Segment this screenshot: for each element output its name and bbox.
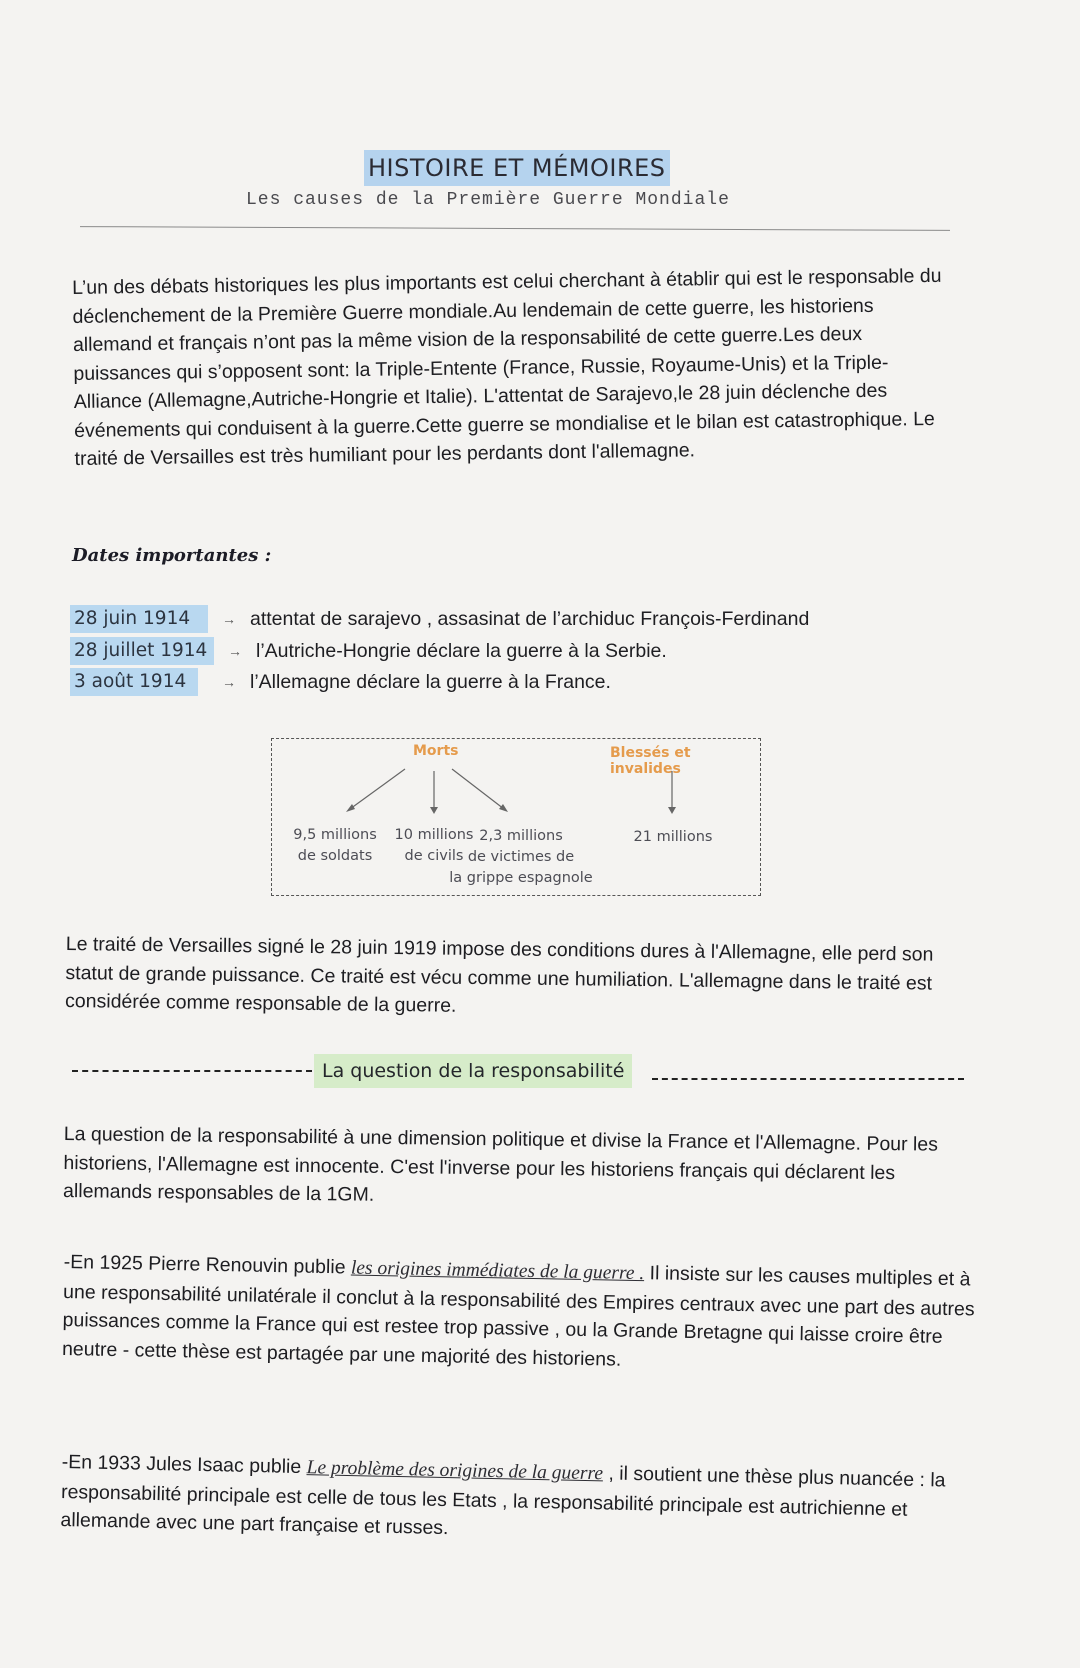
value-soldats <box>280 825 390 867</box>
casualties-diagram <box>271 738 761 896</box>
value-caption: la grippe espagnole <box>449 870 593 886</box>
section-title: La question de la responsabilité <box>314 1054 632 1088</box>
intro-paragraph: L’un des débats historiques les plus importants est celui cherchant à établir qui est le responsable du déclenchement de la Première Guerre mondiale.Au lendemain de cette guerre, les historiens allemand et français n’ont pas la même vision de la responsabilité de cette guerre.Les deux puissances qui s’opposent sont: la Triple-Entente (France, Russie, Royaume-Unis) et la Triple-Alliance (Allemagne,Autriche-Hongrie et Italie). L'attentat de Sarajevo,le 28 juin déclenche des événements qui conduisent à la guerre.Cette guerre se mondialise et le bilan est catastrophique. Le traité de Versailles est très humiliant pour les perdants dont l'allemagne. <box>72 264 942 470</box>
isaac-paragraph <box>60 1448 982 1554</box>
value-grippe <box>446 826 596 889</box>
arrow-right-icon: → <box>222 674 236 690</box>
value-number: 9,5 millions <box>293 827 377 843</box>
arrow-soldats <box>350 769 405 809</box>
date-row <box>70 668 611 696</box>
value-caption: de civils <box>404 848 464 864</box>
value-number: 2,3 millions <box>479 828 563 844</box>
title-divider <box>80 226 950 231</box>
renouvin-text: Il insiste sur les causes multiples et à une responsabilité unilatérale il conclut à la responsabilité des Empires centraux avec une part des autres puissances comme la France qui est restee trop passive , ou la Grande Bretagne qui laisse croire être neutre - cette thèse est partagée par une majorité des historiens. <box>61 1262 975 1371</box>
date-description: attentat de sarajevo , assasinat de l’archiduc François-Ferdinand <box>250 607 810 630</box>
renouvin-intro: -En 1925 Pierre Renouvin publie <box>63 1250 352 1279</box>
date-row <box>70 605 809 633</box>
section-divider-left <box>72 1070 312 1072</box>
isaac-text: , il soutient une thèse plus nuancée : la responsabilité principale est celle de tous les Etats , la responsabilité principale est autrichienne et allemande avec une part française et russes. <box>60 1462 946 1540</box>
blesses-label: Blessés et invalides <box>610 745 691 777</box>
date-label: 3 août 1914 <box>70 668 198 696</box>
arrowhead-icon <box>499 804 508 812</box>
date-description: l’Autriche-Hongrie déclare la guerre à la Serbie. <box>256 639 667 662</box>
arrow-right-icon: → <box>228 643 242 659</box>
arrow-grippe <box>452 769 504 809</box>
value-number: 21 millions <box>633 829 713 845</box>
value-caption: de victimes de <box>467 849 575 865</box>
isaac-intro: -En 1933 Jules Isaac publie <box>61 1450 307 1479</box>
value-number: 10 millions <box>394 827 474 843</box>
arrow-right-icon: → <box>222 611 236 627</box>
book-title: les origines immédiates de la guerre . <box>350 1257 645 1285</box>
renouvin-paragraph <box>62 1248 984 1381</box>
responsabilite-paragraph: La question de la responsabilité à une dimension politique et divise la France et l'Allemagne. Pour les historiens, l'Allemagne est innocente. C'est l'inverse pour les historiens français qui déclarent les allemands responsables de la 1GM. <box>62 1122 939 1206</box>
arrowhead-icon <box>430 807 438 814</box>
date-label: 28 juin 1914 <box>70 605 208 633</box>
morts-label: Morts <box>413 743 459 759</box>
date-description: l’Allemagne déclare la guerre à la France. <box>250 670 611 693</box>
value-caption: de soldats <box>297 848 373 864</box>
date-label: 28 juillet 1914 <box>70 637 214 665</box>
book-title: Le problème des origines de la guerre <box>306 1457 604 1485</box>
versailles-paragraph: Le traité de Versailles signé le 28 juin 1919 impose des conditions dures à l'Allemagne, elle perd son statut de grande puissance. Ce traité est vécu comme une humiliation. L'allemagne dans le traité est considérée comme responsable de la guerre. <box>64 932 934 1017</box>
date-row <box>70 637 667 665</box>
page-subtitle: Les causes de la Première Guerre Mondiale <box>246 190 730 210</box>
page-title: HISTOIRE ET MÉMOIRES <box>364 150 670 186</box>
dates-heading: Dates importantes : <box>72 545 272 566</box>
section-divider-right <box>652 1078 964 1080</box>
arrowhead-icon <box>346 804 355 812</box>
arrowhead-icon <box>668 807 676 814</box>
value-blesses <box>618 827 728 848</box>
